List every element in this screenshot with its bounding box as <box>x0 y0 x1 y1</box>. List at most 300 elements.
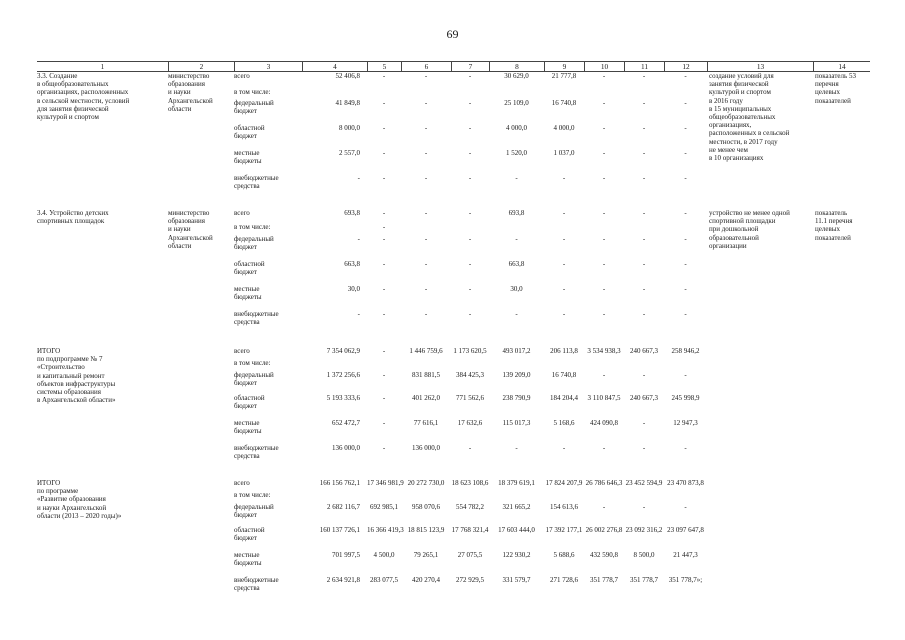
value-cell: - <box>468 285 472 293</box>
value-cell <box>624 491 664 503</box>
value-cell: 701 997,5 <box>332 551 360 559</box>
table-section <box>37 347 870 465</box>
value-cell: - <box>684 260 687 268</box>
value-cell: 331 579,7 <box>502 576 531 584</box>
header-cell: 6 <box>401 62 451 71</box>
value-cell: 5 168,6 <box>553 419 575 427</box>
value-cell: 1 446 759,6 <box>409 347 443 355</box>
source-label: областной бюджет <box>234 124 265 141</box>
table-row <box>302 479 707 491</box>
value-cell: 4 000,0 <box>553 124 575 132</box>
header-cell: 4 <box>302 62 367 71</box>
value-cell: 493 017,2 <box>502 347 531 355</box>
value-cell: 831 881,5 <box>412 371 440 379</box>
table-row <box>302 419 707 444</box>
value-cell: 321 665,2 <box>502 503 531 511</box>
value-cell: - <box>382 394 386 402</box>
section-result: создание условий для занятия физической культурой и спортом в 2016 году в 15 муниципальных общеобразовательных организациях, расположенных в сельской местности, в 2017 году не менее чем в 10 организациях <box>709 72 790 163</box>
table-row <box>302 99 707 124</box>
value-cell: - <box>382 260 386 268</box>
value-cell: 5 688,6 <box>553 551 575 559</box>
header-cell: 13 <box>707 62 813 71</box>
source-label: внебюджетные средства <box>234 310 279 327</box>
value-cell: - <box>468 99 472 107</box>
value-cell: - <box>642 444 646 452</box>
value-cell: 206 113,8 <box>550 347 578 355</box>
value-cell: 2 557,0 <box>339 149 360 157</box>
value-cell <box>302 223 367 235</box>
table-row <box>302 285 707 310</box>
value-cell: - <box>515 444 518 452</box>
value-cell <box>367 491 401 503</box>
header-cell: 2 <box>168 62 234 71</box>
value-cell: 245 998,9 <box>671 394 700 402</box>
value-cell: - <box>382 310 386 318</box>
source-label: в том числе: <box>234 223 271 231</box>
source-values <box>302 479 707 597</box>
value-cell: 384 425,3 <box>456 371 484 379</box>
value-cell: - <box>684 235 687 243</box>
source-label: всего <box>234 347 250 355</box>
value-cell <box>584 88 624 99</box>
source-labels <box>234 347 302 465</box>
value-cell: 115 017,3 <box>502 419 531 427</box>
value-cell: - <box>424 149 428 157</box>
value-cell: 136 000,0 <box>412 444 440 452</box>
budget-table <box>37 61 870 597</box>
value-cell: 283 077,5 <box>370 576 398 584</box>
value-cell: 26 002 276,8 <box>585 526 623 534</box>
source-label: всего <box>234 209 250 217</box>
value-cell: - <box>424 310 428 318</box>
value-cell: 351 778,7»; <box>668 576 703 584</box>
value-cell: - <box>382 223 386 231</box>
value-cell: - <box>382 347 386 355</box>
section-indicator <box>813 479 870 597</box>
value-cell: 21 777,8 <box>551 72 577 80</box>
value-cell: 4 500,0 <box>373 551 395 559</box>
header-cell: 10 <box>584 62 624 71</box>
value-cell <box>401 88 451 99</box>
value-cell: 23 092 316,2 <box>625 526 663 534</box>
value-cell: 16 740,8 <box>551 99 577 107</box>
section-indicator: показатель 53 перечня целевых показателей <box>815 72 856 105</box>
value-cell: - <box>468 310 472 318</box>
value-cell: - <box>515 235 518 243</box>
value-cell: 240 667,3 <box>630 394 658 402</box>
value-cell: 401 262,0 <box>412 394 440 402</box>
value-cell: - <box>602 310 606 318</box>
value-cell <box>401 359 451 371</box>
table-header-row <box>37 61 870 72</box>
source-label: в том числе: <box>234 491 271 499</box>
value-cell: - <box>424 99 428 107</box>
table-row <box>302 347 707 359</box>
value-cell: 3 534 938,3 <box>587 347 621 355</box>
value-cell: - <box>642 99 646 107</box>
value-cell: - <box>382 209 386 217</box>
section-result <box>707 479 813 597</box>
value-cell: - <box>642 124 646 132</box>
section-name: 3.4. Устройство детских спортивных площадок <box>37 209 109 226</box>
value-cell: - <box>357 235 360 243</box>
value-cell: 79 265,1 <box>413 551 439 559</box>
table-row <box>302 394 707 419</box>
table-section <box>37 479 870 597</box>
value-cell: 652 472,7 <box>332 419 360 427</box>
value-cell: 424 090,8 <box>590 419 618 427</box>
source-label: местные бюджеты <box>234 149 262 166</box>
value-cell: 8 000,0 <box>339 124 360 132</box>
value-cell: - <box>382 99 386 107</box>
section-indicator: показатель 11.1 перечня целевых показателей <box>815 209 853 242</box>
value-cell: 160 137 726,1 <box>319 526 360 534</box>
value-cell: - <box>642 503 646 511</box>
value-cell: 692 985,1 <box>370 503 398 511</box>
value-cell <box>584 491 624 503</box>
source-values <box>302 72 707 195</box>
source-label: федеральный бюджет <box>234 99 274 116</box>
value-cell: 420 270,4 <box>412 576 440 584</box>
value-cell: - <box>424 235 428 243</box>
value-cell: - <box>424 285 428 293</box>
source-label: федеральный бюджет <box>234 503 274 520</box>
value-cell: 52 406,8 <box>335 72 360 80</box>
value-cell: - <box>562 285 566 293</box>
table-row <box>302 526 707 551</box>
header-cell: 7 <box>451 62 489 71</box>
table-row <box>302 444 707 465</box>
value-cell: 663,8 <box>344 260 360 268</box>
value-cell: - <box>684 503 687 511</box>
value-cell: - <box>684 444 687 452</box>
value-cell: - <box>562 209 566 217</box>
table-row <box>302 88 707 99</box>
value-cell: 154 613,6 <box>550 503 578 511</box>
header-cell: 11 <box>624 62 664 71</box>
value-cell: - <box>642 260 646 268</box>
value-cell <box>401 223 451 235</box>
value-cell: 1 520,0 <box>506 149 527 157</box>
table-row <box>302 209 707 223</box>
value-cell <box>664 88 707 99</box>
source-values <box>302 347 707 465</box>
table-row <box>302 371 707 394</box>
source-label: областной бюджет <box>234 394 265 411</box>
value-cell: 7 354 062,9 <box>326 347 360 355</box>
value-cell: 5 193 333,6 <box>326 394 360 402</box>
value-cell: 17 603 444,0 <box>498 526 535 534</box>
value-cell: 351 778,7 <box>590 576 618 584</box>
value-cell: - <box>382 235 386 243</box>
value-cell: 166 156 762,1 <box>319 479 360 487</box>
table-row <box>302 72 707 88</box>
value-cell: 23 097 647,8 <box>667 526 704 534</box>
value-cell: - <box>642 310 646 318</box>
value-cell: - <box>684 174 687 182</box>
header-cell: 8 <box>489 62 544 71</box>
value-cell: - <box>468 260 472 268</box>
value-cell: - <box>424 260 428 268</box>
source-label: местные бюджеты <box>234 551 262 568</box>
source-label: всего <box>234 479 250 487</box>
value-cell <box>664 359 707 371</box>
value-cell: - <box>684 72 687 80</box>
value-cell: - <box>642 72 646 80</box>
value-cell: - <box>602 209 606 217</box>
value-cell: 27 075,5 <box>457 551 483 559</box>
value-cell: - <box>684 149 687 157</box>
table-body <box>37 72 870 597</box>
value-cell: 16 740,8 <box>551 371 577 379</box>
value-cell <box>367 88 401 99</box>
section-indicator <box>813 347 870 465</box>
value-cell <box>302 359 367 371</box>
value-cell: - <box>562 444 566 452</box>
value-cell <box>544 359 584 371</box>
value-cell <box>451 491 489 503</box>
table-row <box>302 491 707 503</box>
value-cell: 17 632,6 <box>457 419 483 427</box>
header-cell: 12 <box>664 62 707 71</box>
value-cell <box>544 88 584 99</box>
section-executor: министерство образования и науки Архангельской области <box>168 72 213 113</box>
value-cell: - <box>424 72 428 80</box>
value-cell: - <box>684 209 687 217</box>
value-cell: - <box>642 209 646 217</box>
table-row <box>302 223 707 235</box>
value-cell: 136 000,0 <box>332 444 360 452</box>
value-cell: 238 790,9 <box>502 394 531 402</box>
value-cell: 663,8 <box>508 260 525 268</box>
section-name: 3.3. Создание в общеобразовательных организациях, расположенных в сельской местности, условий для занятия физической культурой и спортом <box>37 72 130 122</box>
value-cell <box>451 359 489 371</box>
header-cell: 14 <box>813 62 870 71</box>
table-section <box>37 72 870 195</box>
value-cell <box>584 359 624 371</box>
value-cell: - <box>468 209 472 217</box>
value-cell: - <box>602 235 606 243</box>
value-cell: - <box>357 310 360 318</box>
value-cell: - <box>684 99 687 107</box>
source-label: федеральный бюджет <box>234 235 274 252</box>
value-cell: 3 110 847,5 <box>587 394 621 402</box>
value-cell: - <box>562 260 566 268</box>
value-cell: - <box>602 72 606 80</box>
value-cell: - <box>382 371 386 379</box>
value-cell <box>302 88 367 99</box>
table-row <box>302 149 707 174</box>
value-cell <box>451 223 489 235</box>
value-cell: 16 366 419,3 <box>367 526 404 534</box>
value-cell: - <box>382 419 386 427</box>
value-cell: - <box>642 285 646 293</box>
value-cell: - <box>602 285 606 293</box>
value-cell: - <box>602 260 606 268</box>
table-row <box>302 235 707 260</box>
source-label: всего <box>234 72 250 80</box>
value-cell: - <box>468 235 472 243</box>
value-cell: - <box>382 444 386 452</box>
value-cell: 771 562,6 <box>456 394 484 402</box>
value-cell <box>664 491 707 503</box>
value-cell: 554 782,2 <box>456 503 484 511</box>
value-cell: - <box>468 174 472 182</box>
value-cell <box>624 88 664 99</box>
value-cell: 2 682 116,7 <box>327 503 360 511</box>
value-cell <box>624 223 664 235</box>
section-executor <box>168 479 234 597</box>
value-cell: 693,8 <box>344 209 360 217</box>
value-cell: - <box>602 503 606 511</box>
value-cell: - <box>357 174 360 182</box>
value-cell: 1 372 256,6 <box>326 371 360 379</box>
value-cell: - <box>515 310 518 318</box>
value-cell: 41 849,8 <box>335 99 360 107</box>
source-label: внебюджетные средства <box>234 576 279 593</box>
value-cell: - <box>684 124 687 132</box>
table-row <box>302 503 707 526</box>
value-cell <box>302 491 367 503</box>
value-cell: - <box>602 149 606 157</box>
value-cell: - <box>562 235 566 243</box>
header-cell: 5 <box>367 62 401 71</box>
value-cell: 26 786 646,3 <box>585 479 623 487</box>
value-cell: 139 209,0 <box>502 371 531 379</box>
value-cell: 958 070,6 <box>412 503 440 511</box>
section-executor: министерство образования и науки Архангельской области <box>168 209 213 250</box>
value-cell: - <box>382 174 386 182</box>
value-cell: 23 452 594,9 <box>625 479 663 487</box>
value-cell: - <box>602 99 606 107</box>
value-cell: 17 392 177,1 <box>545 526 583 534</box>
header-cell: 3 <box>234 62 302 71</box>
value-cell: - <box>642 371 646 379</box>
value-cell: 693,8 <box>508 209 525 217</box>
value-cell: - <box>468 149 472 157</box>
source-label: внебюджетные средства <box>234 444 279 461</box>
table-row <box>302 576 707 597</box>
section-result: устройство не менее одной спортивной площадки при дошкольной образовательной организации <box>709 209 790 250</box>
value-cell: 77 616,1 <box>413 419 439 427</box>
value-cell: - <box>382 149 386 157</box>
value-cell: 12 947,3 <box>673 419 698 427</box>
value-cell: 25 109,0 <box>504 99 529 107</box>
source-label: в том числе: <box>234 359 271 367</box>
value-cell: 184 204,4 <box>550 394 578 402</box>
section-name: ИТОГО по программе «Развитие образования и науки Архангельской области (2013 – 2020 годы)» <box>37 479 122 520</box>
value-cell: - <box>468 72 472 80</box>
value-cell <box>624 359 664 371</box>
section-name: ИТОГО по подпрограмме № 7 «Строительство и капитальный ремонт объектов инфраструктуры системы образования в Архангельской области» <box>37 347 116 405</box>
value-cell <box>544 491 584 503</box>
value-cell: - <box>382 285 386 293</box>
value-cell: - <box>515 174 518 182</box>
source-label: местные бюджеты <box>234 419 262 436</box>
value-cell <box>489 359 544 371</box>
value-cell: - <box>684 310 687 318</box>
value-cell: - <box>602 444 606 452</box>
table-row <box>302 260 707 285</box>
value-cell: - <box>562 310 566 318</box>
value-cell: - <box>642 419 646 427</box>
value-cell: 30 629,0 <box>504 72 529 80</box>
value-cell: 30,0 <box>510 285 523 293</box>
value-cell: - <box>424 174 428 182</box>
value-cell: - <box>684 285 687 293</box>
value-cell <box>367 359 401 371</box>
value-cell: 258 946,2 <box>671 347 700 355</box>
value-cell: - <box>382 72 386 80</box>
value-cell <box>489 88 544 99</box>
value-cell <box>451 88 489 99</box>
table-row <box>302 174 707 195</box>
value-cell: 17 346 981,9 <box>367 479 404 487</box>
value-cell: 1 173 620,5 <box>453 347 487 355</box>
source-labels <box>234 479 302 597</box>
value-cell: 240 667,3 <box>630 347 658 355</box>
value-cell: - <box>468 124 472 132</box>
value-cell: 20 272 730,0 <box>407 479 445 487</box>
value-cell <box>489 491 544 503</box>
value-cell: - <box>642 149 646 157</box>
table-row <box>302 124 707 149</box>
value-cell: - <box>602 124 606 132</box>
value-cell: - <box>562 174 566 182</box>
value-cell: - <box>642 174 646 182</box>
value-cell: - <box>642 235 646 243</box>
value-cell: 18 623 108,6 <box>451 479 489 487</box>
page-number: 69 <box>446 27 459 41</box>
source-label: федеральный бюджет <box>234 371 274 388</box>
table-row <box>302 551 707 576</box>
table-row <box>302 310 707 331</box>
section-result <box>707 347 813 465</box>
value-cell: 4 000,0 <box>506 124 527 132</box>
value-cell: 18 815 123,9 <box>407 526 445 534</box>
value-cell: 432 590,8 <box>590 551 618 559</box>
header-cell: 9 <box>544 62 584 71</box>
value-cell: 21 447,3 <box>673 551 698 559</box>
value-cell: - <box>684 371 687 379</box>
source-labels <box>234 209 302 331</box>
table-section <box>37 209 870 331</box>
value-cell: 17 824 207,9 <box>545 479 583 487</box>
source-labels <box>234 72 302 195</box>
source-label: внебюджетные средства <box>234 174 279 191</box>
source-label: местные бюджеты <box>234 285 262 302</box>
value-cell: 23 470 873,8 <box>667 479 704 487</box>
value-cell: 8 500,0 <box>633 551 655 559</box>
value-cell: - <box>424 124 428 132</box>
value-cell: - <box>602 174 606 182</box>
value-cell: - <box>602 371 606 379</box>
value-cell <box>664 223 707 235</box>
value-cell: - <box>382 124 386 132</box>
source-label: областной бюджет <box>234 526 265 543</box>
value-cell <box>544 223 584 235</box>
value-cell: 272 929,5 <box>456 576 484 584</box>
header-cell: 1 <box>100 62 105 71</box>
section-executor <box>168 347 234 465</box>
value-cell: 122 930,2 <box>502 551 531 559</box>
value-cell: 1 037,0 <box>553 149 575 157</box>
value-cell: - <box>424 209 428 217</box>
value-cell: 351 778,7 <box>630 576 658 584</box>
value-cell: - <box>468 444 472 452</box>
source-values <box>302 209 707 331</box>
source-label: в том числе: <box>234 88 271 96</box>
